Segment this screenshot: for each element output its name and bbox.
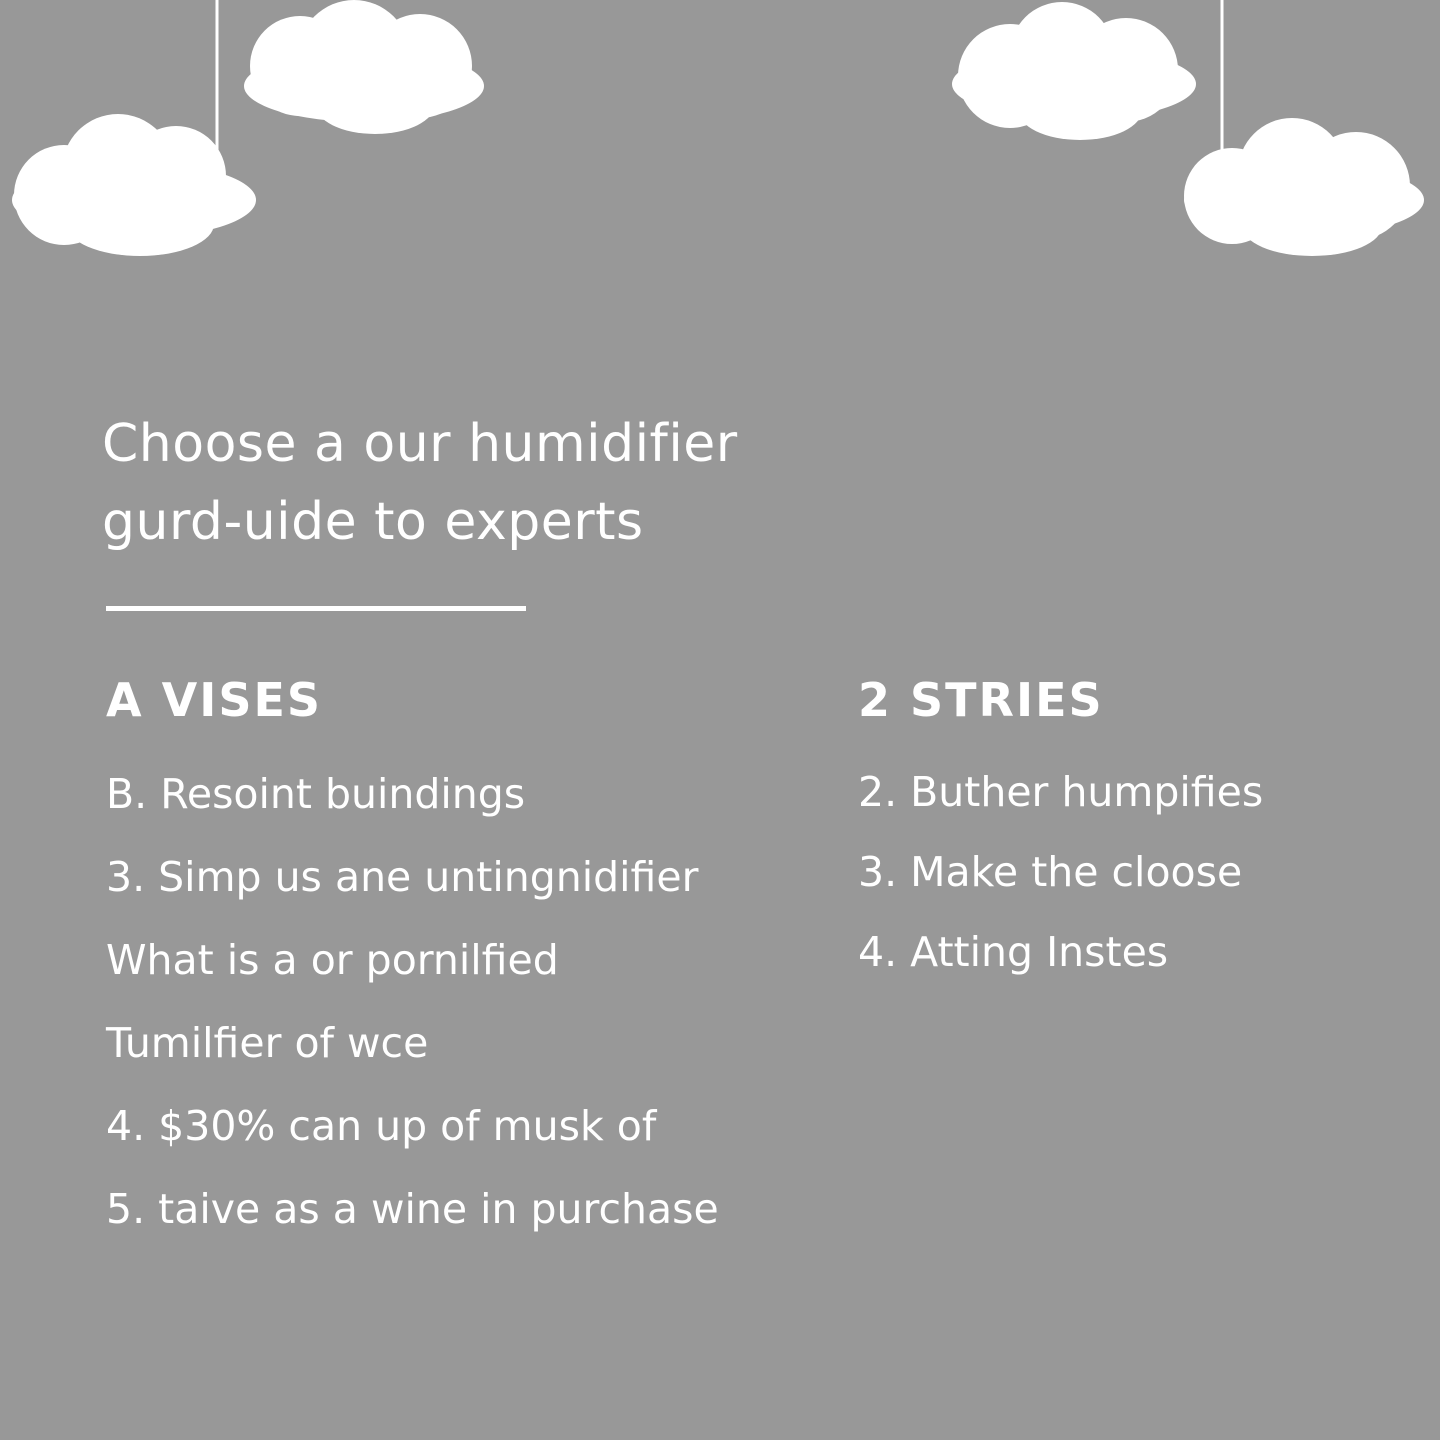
cloud-icon [244,0,484,134]
cloud-icon [952,2,1196,140]
title-line-2: gurd-uide to experts [102,492,644,552]
page-title [102,405,862,561]
list-item: 3. Make the cloose [858,848,1243,896]
left-column-list [106,766,826,1264]
list-item: 4. Atting Instes [858,928,1169,976]
cloud-icon [12,114,256,256]
title-divider [106,606,526,611]
hanging-clouds [0,0,1440,300]
left-column [106,670,826,1264]
list-item: 2. Buther humpifies [858,768,1264,816]
right-column-list [858,764,1418,1004]
right-column [858,670,1418,1004]
title-line-1: Choose a our humidifier [102,414,738,474]
list-item: 4. $30% can up of musk of [106,1102,657,1150]
right-column-heading: 2 STRIES [858,673,1104,727]
list-item: 5. taive as a wine in purchase [106,1185,719,1233]
cloud-icon [1184,118,1424,256]
list-item: What is a or pornilfied [106,936,559,984]
list-item: B. Resoint buindings [106,770,526,818]
list-item: Tumilfier of wce [106,1019,429,1067]
left-column-heading: A VISES [106,673,323,727]
list-item: 3. Simp us ane untingnidifier [106,853,699,901]
